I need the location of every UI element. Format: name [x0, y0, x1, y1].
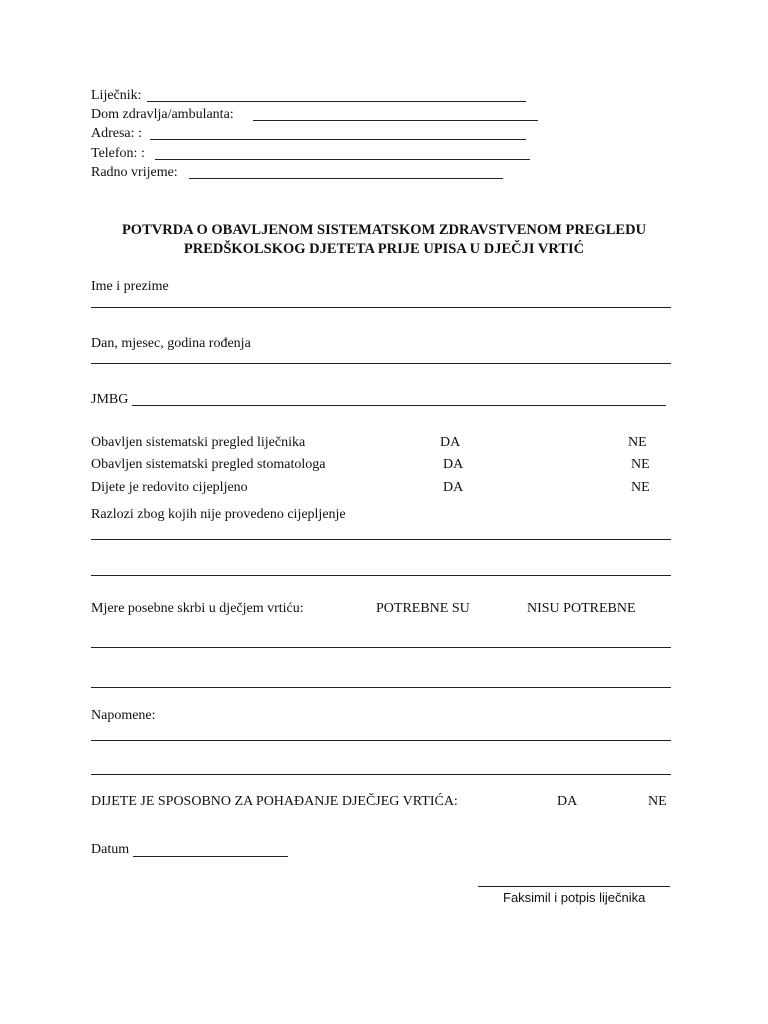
notes-line-1[interactable] [91, 740, 671, 741]
jmbg-field-line[interactable] [132, 405, 666, 406]
address-field-line[interactable] [150, 139, 526, 140]
special-care-needed-option[interactable]: POTREBNE SU [376, 601, 470, 616]
special-care-label: Mjere posebne skrbi u dječjem vrtiću: [91, 601, 304, 616]
check-doctor-label: Obavljen sistematski pregled liječnika [91, 435, 306, 450]
phone-label: Telefon: : [91, 146, 145, 161]
check-doctor-no[interactable]: NE [628, 435, 647, 450]
name-label: Ime i prezime [91, 279, 169, 294]
vaccination-reasons-line-2[interactable] [91, 575, 671, 576]
date-label: Datum [91, 842, 130, 857]
address-label: Adresa: : [91, 126, 142, 141]
jmbg-label: JMBG [91, 392, 129, 407]
check-vaccinated-yes[interactable]: DA [443, 480, 464, 495]
clinic-field-line[interactable] [253, 120, 538, 121]
doctor-label: Liječnik: [91, 88, 142, 103]
hours-label: Radno vrijeme: [91, 165, 178, 180]
check-vaccinated-label: Dijete je redovito cijepljeno [91, 480, 248, 495]
phone-field-line[interactable] [155, 159, 530, 160]
hours-field-line[interactable] [189, 178, 503, 179]
dob-label: Dan, mjesec, godina rođenja [91, 336, 251, 351]
check-dentist-label: Obavljen sistematski pregled stomatologa [91, 457, 326, 472]
doctor-field-line[interactable] [147, 101, 526, 102]
fitness-no[interactable]: NE [648, 794, 667, 809]
form-title-line-1: POTVRDA O OBAVLJENOM SISTEMATSKOM ZDRAVSTVENOM PREGLEDU [121, 222, 647, 238]
vaccination-reasons-label: Razlozi zbog kojih nije provedeno cijepljenje [91, 507, 346, 522]
form-title-line-2: PREDŠKOLSKOG DJETETA PRIJE UPISA U DJEČJI VRTIĆ [183, 241, 585, 257]
clinic-label: Dom zdravlja/ambulanta: [91, 107, 234, 122]
date-field-line[interactable] [133, 856, 288, 857]
fitness-label: DIJETE JE SPOSOBNO ZA POHAĐANJE DJEČJEG VRTIĆA: [91, 794, 458, 809]
notes-line-2[interactable] [91, 774, 671, 775]
check-vaccinated-no[interactable]: NE [631, 480, 650, 495]
fitness-yes[interactable]: DA [557, 794, 578, 809]
signature-line[interactable] [478, 886, 670, 887]
check-dentist-no[interactable]: NE [631, 457, 650, 472]
special-care-line-1[interactable] [91, 647, 671, 648]
signature-caption: Faksimil i potpis liječnika [503, 890, 646, 905]
name-field-line[interactable] [91, 307, 671, 308]
check-doctor-yes[interactable]: DA [440, 435, 461, 450]
notes-label: Napomene: [91, 708, 156, 723]
dob-field-line[interactable] [91, 363, 671, 364]
special-care-line-2[interactable] [91, 687, 671, 688]
vaccination-reasons-line-1[interactable] [91, 539, 671, 540]
special-care-not-needed-option[interactable]: NISU POTREBNE [527, 601, 636, 616]
check-dentist-yes[interactable]: DA [443, 457, 464, 472]
